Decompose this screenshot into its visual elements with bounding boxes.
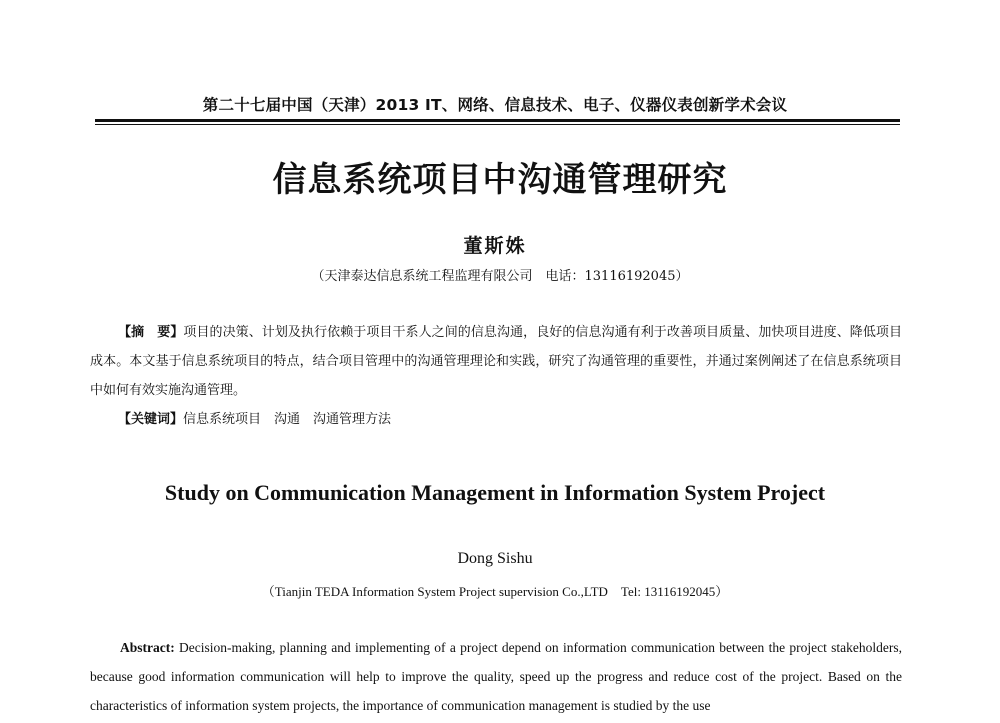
abstract-cn-label: 【摘 要】	[118, 325, 184, 340]
header-rule-thick	[95, 119, 900, 122]
author-name-cn: 董斯姝	[463, 235, 527, 257]
abstract-en	[90, 633, 902, 720]
keywords-cn-label: 【关键词】	[118, 412, 184, 427]
abstract-cn-text: 项目的决策、计划及执行依赖于项目干系人之间的信息沟通，良好的信息沟通有利于改善项目质量、加快项目进度、降低项目成本。本文基于信息系统项目的特点，结合项目管理中的沟通管理理论和实践，研究了沟通管理的重要性，并通过案例阐述了在信息系统项目中如何有效实施沟通管理。	[90, 325, 902, 398]
abstract-en-label: Abstract:	[120, 640, 175, 655]
keywords-cn-text: 信息系统项目 沟通 沟通管理方法	[183, 412, 392, 427]
paper-title-cn: 信息系统项目中沟通管理研究	[272, 160, 728, 200]
author-name-en: Dong Sishu	[457, 550, 533, 567]
affiliation-cn: （天津泰达信息系统工程监理有限公司 电话：13116192045）	[311, 269, 689, 284]
paper-title-en: Study on Communication Management in Information System Project	[164, 480, 826, 505]
affiliation-en: （Tianjin TEDA Information System Project supervision Co.,LTD Tel: 13116192045）	[261, 584, 729, 599]
abstract-cn	[90, 318, 902, 405]
header-rule-thin	[95, 124, 900, 125]
abstract-en-text: Decision-making, planning and implementing of a project depend on information communication between the project stakeholders, because good information communication will help to improve the quality, speed up the progress and reduce cost of the project. Based on the characteristics of information system projects, the importance of communication management is studied by the use	[90, 640, 902, 713]
conference-header: 第二十七届中国（天津）2013 IT、网络、信息技术、电子、仪器仪表创新学术会议	[202, 96, 788, 114]
keywords-cn	[90, 405, 902, 434]
